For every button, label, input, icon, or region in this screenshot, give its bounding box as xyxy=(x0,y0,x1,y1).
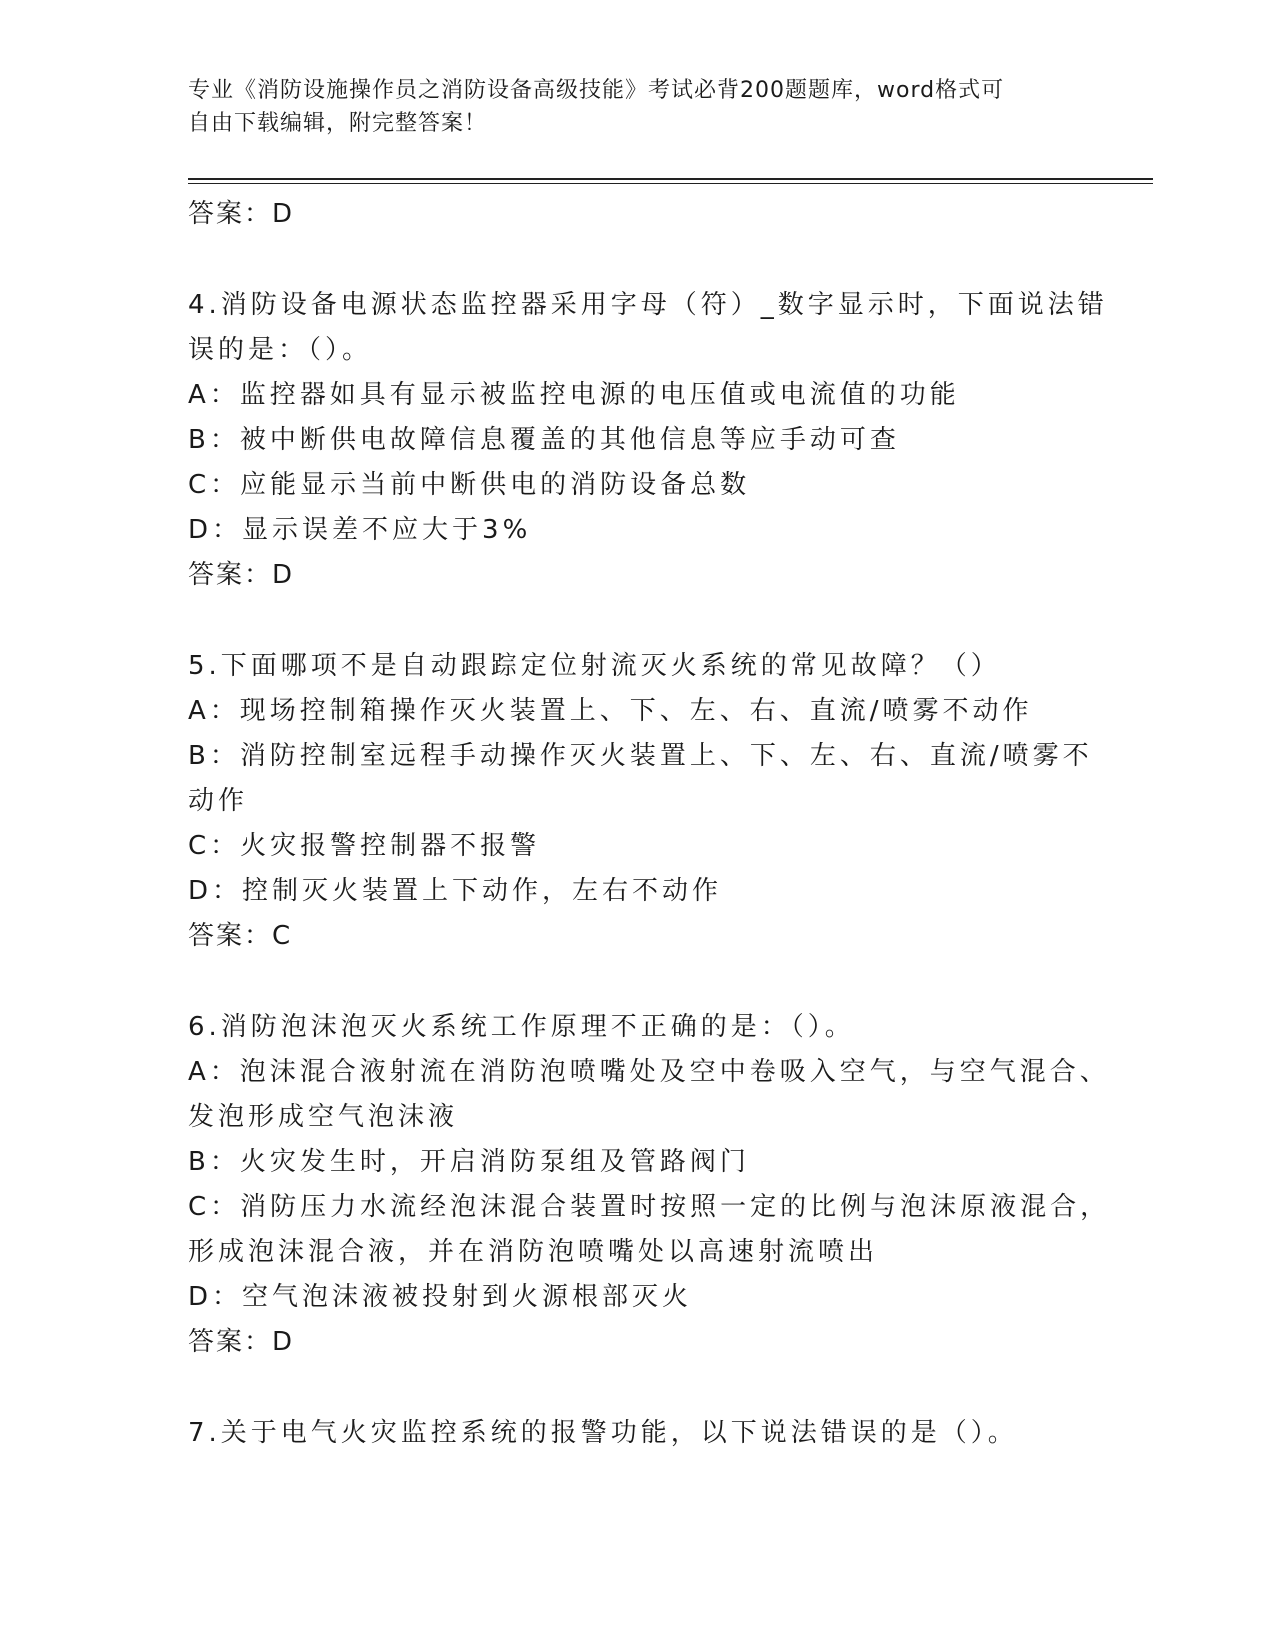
question-block xyxy=(188,1411,1088,1456)
document-header xyxy=(188,74,1068,140)
option-a: A：泡沫混合液射流在消防泡喷嘴处及空中卷吸入空气，与空气混合、 xyxy=(188,1057,1110,1087)
option-d: D：控制灭火装置上下动作，左右不动作 xyxy=(188,876,723,906)
question-stem-line: 6.消防泡沫泡灭火系统工作原理不正确的是：（）。 xyxy=(188,1012,855,1042)
header-line-2: 自由下载编辑，附完整答案！ xyxy=(188,111,488,136)
question-stem-line: 4.消防设备电源状态监控器采用字母（符）_数字显示时，下面说法错 xyxy=(188,290,1108,320)
option-d: D：显示误差不应大于3% xyxy=(188,515,532,545)
option-c-continued: 形成泡沫混合液，并在消防泡喷嘴处以高速射流喷出 xyxy=(188,1237,879,1267)
option-c: C：应能显示当前中断供电的消防设备总数 xyxy=(188,470,751,500)
option-b: B：火灾发生时，开启消防泵组及管路阀门 xyxy=(188,1147,750,1177)
option-d: D：空气泡沫液被投射到火源根部灭火 xyxy=(188,1282,693,1312)
document-body xyxy=(188,188,1111,1456)
option-a: A：监控器如具有显示被监控电源的电压值或电流值的功能 xyxy=(188,380,960,410)
question-stem-line: 5.下面哪项不是自动跟踪定位射流灭火系统的常见故障？（） xyxy=(188,651,1001,681)
answer-line: 答案：D xyxy=(188,1327,295,1357)
option-a: A：现场控制箱操作灭火装置上、下、左、右、直流/喷雾不动作 xyxy=(188,696,1033,726)
option-c: C：火灾报警控制器不报警 xyxy=(188,831,541,861)
header-rule-thick xyxy=(188,178,1153,180)
answer-line: 答案：C xyxy=(188,921,293,951)
question-block xyxy=(188,1005,1111,1365)
question-stem-line: 7.关于电气火灾监控系统的报警功能，以下说法错误的是（）。 xyxy=(188,1418,1018,1448)
question-stem-line: 误的是：（）。 xyxy=(188,335,373,365)
question-block xyxy=(188,644,1093,959)
answer-line: 答案：D xyxy=(188,560,295,590)
header-line-1: 专业《消防设施操作员之消防设备高级技能》考试必背200题题库，word格式可 xyxy=(188,78,1005,103)
option-b-continued: 动作 xyxy=(188,786,249,816)
option-b: B：消防控制室远程手动操作灭火装置上、下、左、右、直流/喷雾不 xyxy=(188,741,1093,771)
question-block xyxy=(188,283,1108,598)
option-b: B：被中断供电故障信息覆盖的其他信息等应手动可查 xyxy=(188,425,900,455)
option-c: C：消防压力水流经泡沫混合装置时按照一定的比例与泡沫原液混合， xyxy=(188,1192,1111,1222)
option-a-continued: 发泡形成空气泡沫液 xyxy=(188,1102,459,1132)
header-rule-thin xyxy=(188,183,1153,184)
previous-answer: 答案：D xyxy=(188,199,295,229)
